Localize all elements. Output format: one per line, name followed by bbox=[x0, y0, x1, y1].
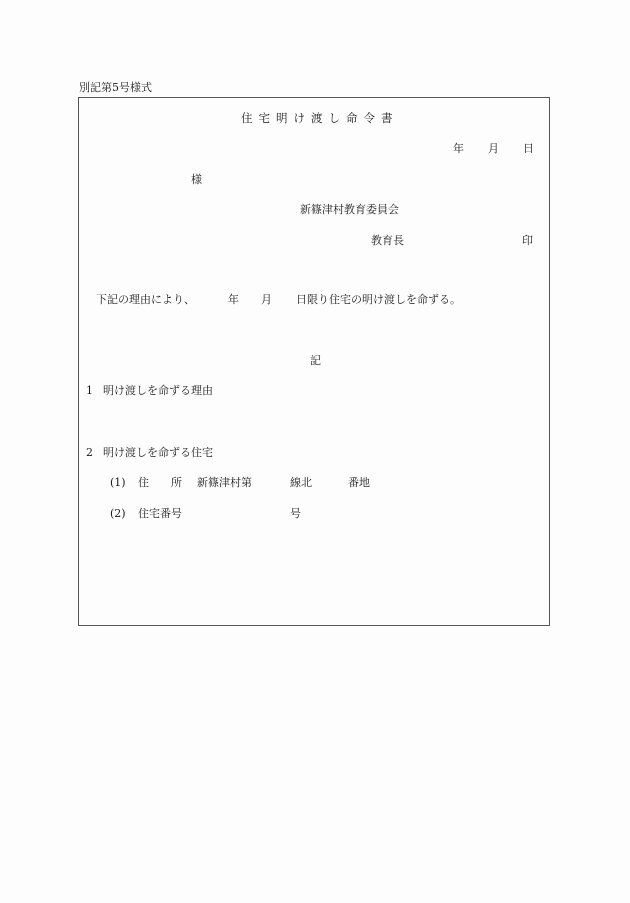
housing-number-suffix: 号 bbox=[290, 507, 301, 520]
issuer-title: 教育長 bbox=[371, 234, 404, 247]
order-month: 月 bbox=[261, 293, 272, 306]
subitem-2-number: (2) bbox=[110, 507, 126, 520]
seal-mark: 印 bbox=[522, 234, 533, 247]
addressee-suffix: 様 bbox=[191, 173, 202, 186]
subitem-1-label: 住 所 bbox=[138, 476, 182, 489]
order-prefix: 下記の理由により、 bbox=[96, 293, 195, 306]
subitem-2-label: 住宅番号 bbox=[138, 507, 182, 520]
ki-heading: 記 bbox=[310, 354, 321, 367]
subitem-1-number: (1) bbox=[110, 476, 126, 489]
issuer-organization: 新篠津村教育委員会 bbox=[300, 203, 399, 216]
order-year: 年 bbox=[228, 293, 239, 306]
date-year: 年 bbox=[453, 142, 464, 155]
order-suffix: 日限り住宅の明け渡しを命ずる。 bbox=[296, 293, 461, 306]
address-banchi: 番地 bbox=[348, 476, 370, 489]
item-2-number: 2 bbox=[86, 446, 93, 459]
item-1-text: 明け渡しを命ずる理由 bbox=[103, 384, 213, 397]
address-line: 線北 bbox=[290, 476, 312, 489]
document-title: 住宅明け渡し命令書 bbox=[241, 111, 399, 125]
date-day: 日 bbox=[523, 142, 534, 155]
address-prefix: 新篠津村第 bbox=[197, 476, 252, 489]
date-month: 月 bbox=[488, 142, 499, 155]
form-label: 別記第5号様式 bbox=[79, 81, 152, 94]
item-2-text: 明け渡しを命ずる住宅 bbox=[103, 446, 213, 459]
item-1-number: 1 bbox=[86, 384, 93, 397]
